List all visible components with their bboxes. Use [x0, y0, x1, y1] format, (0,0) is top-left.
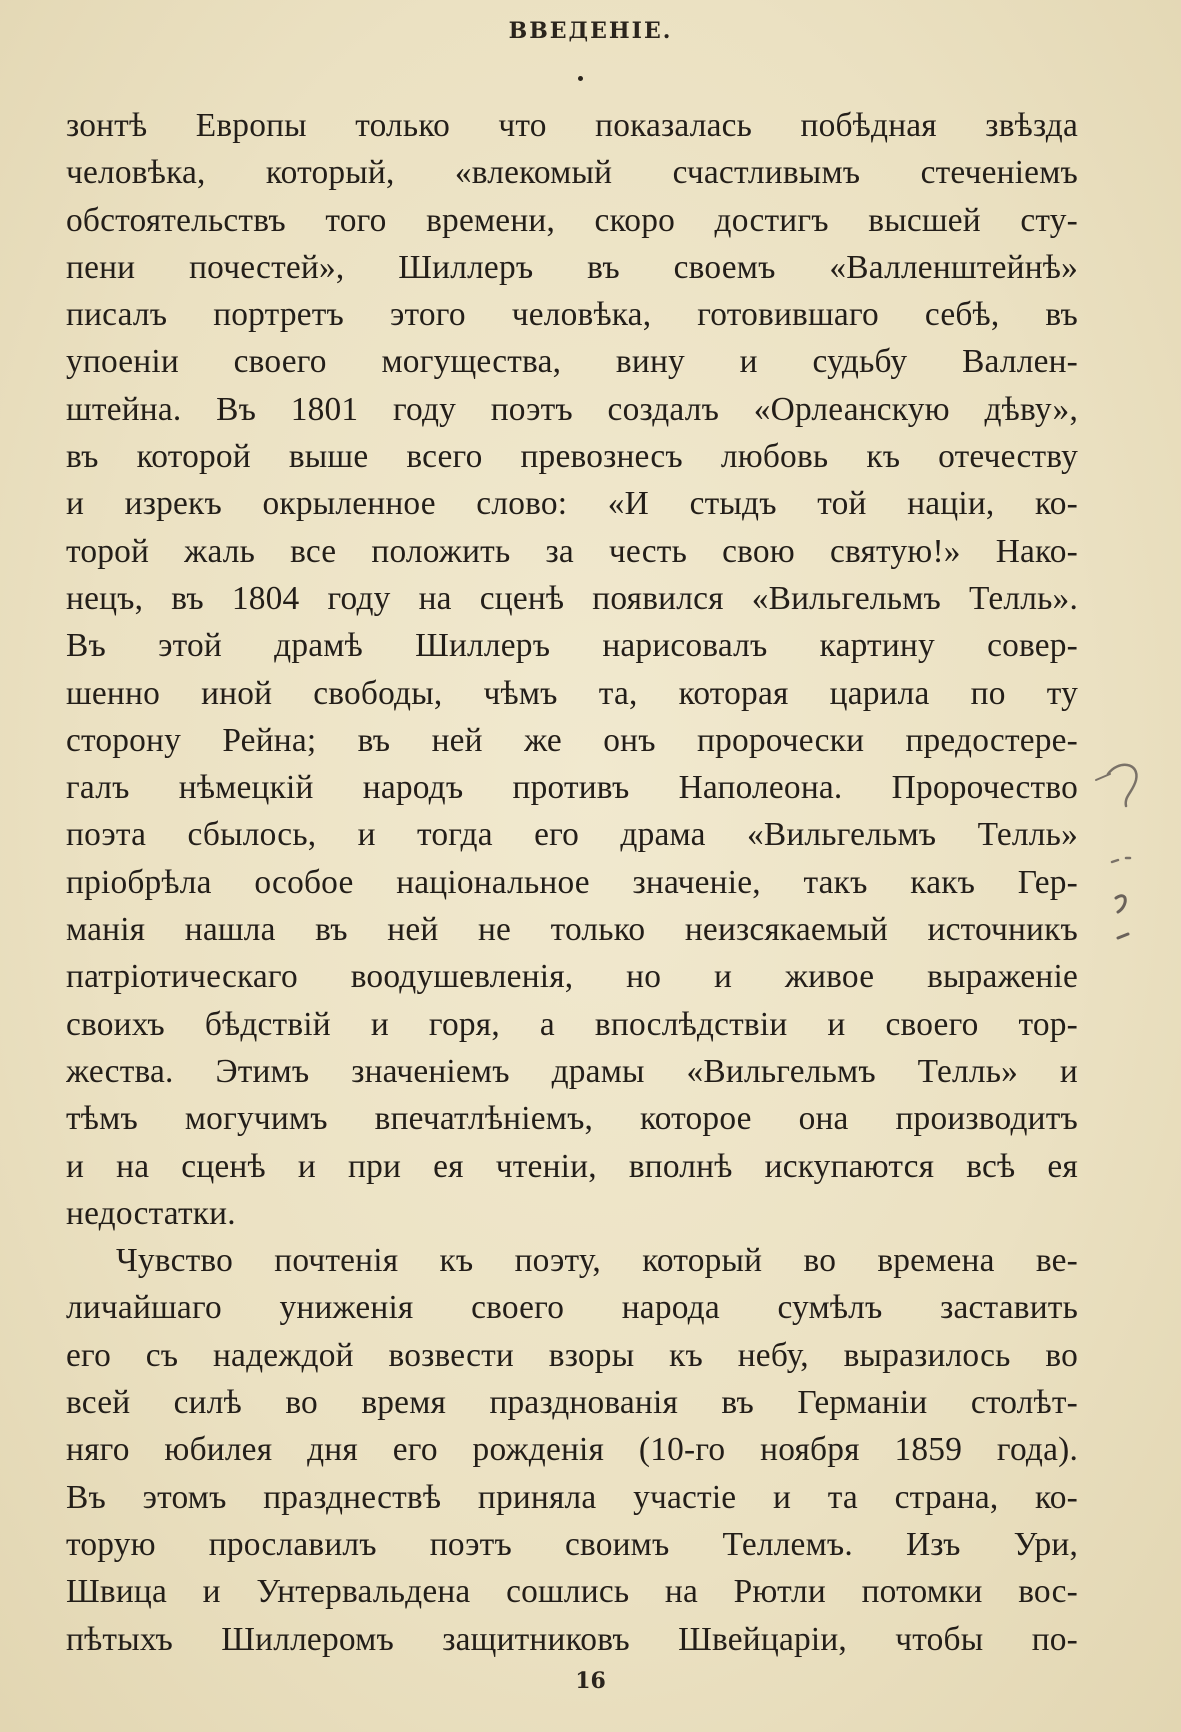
text-line: всей силѣ во время празднованiя въ Германiи столѣт-	[66, 1384, 1078, 1422]
pencil-mark	[1116, 896, 1125, 912]
text-line: сторону Рейна; въ ней же онъ пророчески предостере-	[66, 721, 1078, 759]
text-line: прiобрѣла особое нацiональное значенiе, такъ какъ Гер-	[66, 863, 1078, 901]
text-line: торую прославилъ поэтъ своимъ Теллемъ. Изъ Ури,	[66, 1525, 1078, 1563]
pencil-mark	[1118, 934, 1128, 938]
pencil-mark	[1108, 765, 1136, 806]
text-line: писалъ портретъ этого человѣка, готовившаго себѣ, въ	[66, 296, 1078, 334]
pencil-mark	[1096, 774, 1110, 780]
text-line: пени почестей», Шиллеръ въ своемъ «Валленштейнѣ»	[66, 248, 1078, 286]
text-line: поэта сбылось, и тогда его драма «Вильгельмъ Телль»	[66, 816, 1078, 854]
text-line: няго юбилея дня его рожденiя (10-го ноября 1859 года).	[66, 1431, 1078, 1469]
page-number: 16	[575, 1668, 606, 1694]
text-line: Швица и Унтервальдена сошлись на Рютли потомки вос-	[66, 1573, 1078, 1611]
text-line: торой жаль все положить за честь свою святую!» Нако-	[66, 532, 1078, 570]
text-line: жества. Этимъ значенiемъ драмы «Вильгельмъ Телль» и	[66, 1052, 1078, 1090]
paragraph-1	[66, 102, 1078, 1237]
text-line: его съ надеждой возвести взоры къ небу, выразилось во	[66, 1336, 1078, 1374]
text-line: манiя нашла въ ней не только неизсякаемый источникъ	[66, 911, 1078, 949]
paragraph-2	[66, 1237, 1078, 1663]
text-line: штейна. Въ 1801 году поэтъ создалъ «Орлеанскую дѣву»,	[66, 390, 1078, 428]
text-line: Въ этомъ празднествѣ приняла участiе и та страна, ко-	[66, 1478, 1078, 1516]
running-title: ВВЕДЕНIЕ.	[508, 18, 673, 44]
text-line: Въ этой драмѣ Шиллеръ нарисовалъ картину совер-	[66, 627, 1078, 665]
text-line: патрiотическаго воодушевленiя, но и живое выраженiе	[66, 958, 1078, 996]
text-line: въ которой выше всего превознесъ любовь къ отечеству	[66, 438, 1078, 476]
text-line: недостатки.	[66, 1194, 236, 1232]
text-line: человѣка, который, «влекомый счастливымъ стеченiемъ	[66, 154, 1078, 192]
pencil-mark	[1112, 858, 1130, 862]
text-line: личайшаго униженiя своего народа сумѣлъ заставить	[66, 1289, 1078, 1327]
text-line: обстоятельствъ того времени, скоро достигъ высшей сту-	[66, 201, 1078, 239]
text-line: Чувство почтенiя къ поэту, который во времена ве-	[116, 1242, 1078, 1280]
text-line: шенно иной свободы, чѣмъ та, которая царила по ту	[66, 674, 1078, 712]
text-line: пѣтыхъ Шиллеромъ защитниковъ Швейцарiи, чтобы по-	[66, 1620, 1078, 1658]
text-line: зонтѣ Европы только что показалась побѣдная звѣзда	[66, 107, 1078, 144]
text-line: и на сценѣ и при ея чтенiи, вполнѣ искупаются всѣ ея	[66, 1147, 1078, 1185]
text-line: и изрекъ окрыленное слово: «И стыдъ той нацiи, ко-	[66, 485, 1078, 523]
text-line: упоенiи своего могущества, вину и судьбу Валлен-	[66, 343, 1078, 381]
pencil-margin-marks	[1088, 740, 1168, 970]
header-dot-ornament	[578, 76, 583, 81]
text-line: тѣмъ могучимъ впечатлѣнiемъ, которое она производитъ	[66, 1100, 1078, 1138]
body-text	[66, 102, 1078, 1663]
text-line: нецъ, въ 1804 году на сценѣ появился «Вильгельмъ Телль».	[66, 579, 1078, 617]
text-line: галъ нѣмецкiй народъ противъ Наполеона. Пророчество	[66, 769, 1078, 807]
text-line: своихъ бѣдствiй и горя, а впослѣдствiи и своего тор-	[66, 1005, 1078, 1043]
